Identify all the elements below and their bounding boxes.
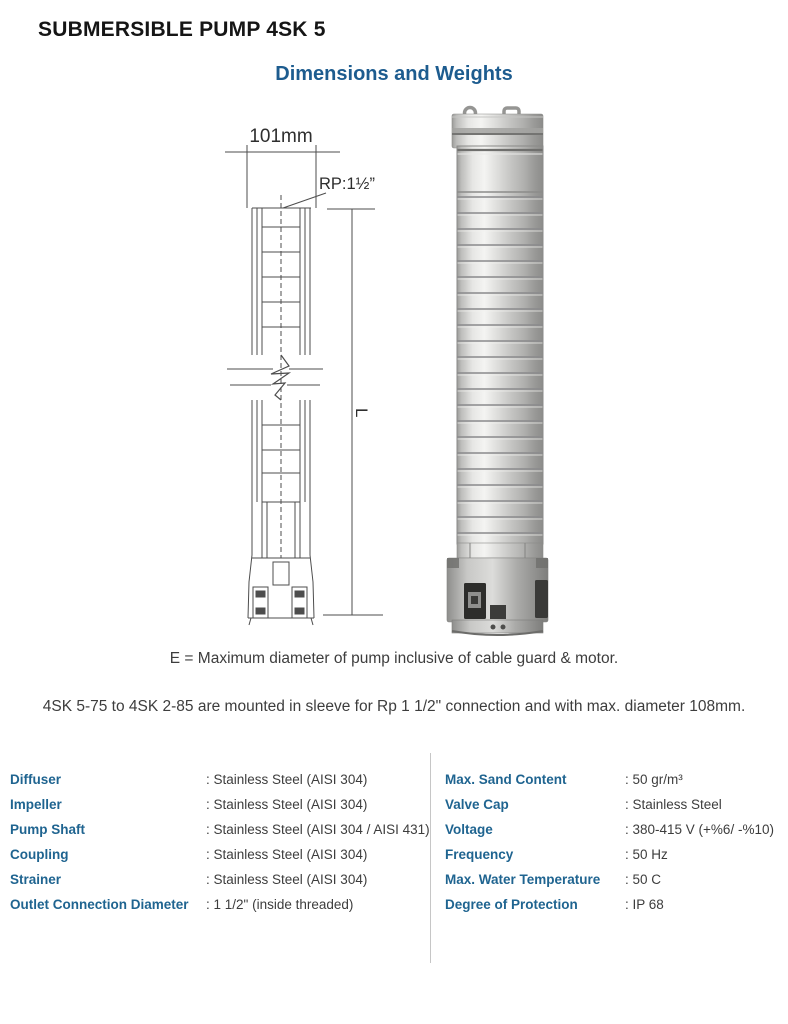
spec-label: Strainer — [10, 872, 62, 887]
spec-value: : 50 gr/m³ — [625, 772, 683, 787]
spec-label: Impeller — [10, 797, 62, 812]
spec-row-diffuser — [10, 767, 425, 792]
spec-label: Max. Sand Content — [445, 772, 567, 787]
spec-label: Valve Cap — [445, 797, 509, 812]
spec-label: Diffuser — [10, 772, 62, 787]
drawing-connection-label: RP:1½” — [319, 175, 375, 193]
spec-row-coupling — [10, 842, 425, 867]
section-heading: Dimensions and Weights — [275, 63, 513, 85]
spec-label: Voltage — [445, 822, 493, 837]
spec-value: : Stainless Steel (AISI 304) — [206, 847, 368, 862]
sleeve-note: 4SK 5-75 to 4SK 2-85 are mounted in sleeve for Rp 1 1/2" connection and with max. diameter 108mm. — [42, 698, 746, 715]
page-title: SUBMERSIBLE PUMP 4SK 5 — [38, 18, 326, 41]
drawing-length-label: L — [352, 408, 371, 418]
spec-row-valve-cap — [445, 792, 780, 817]
spec-label: Degree of Protection — [445, 897, 578, 912]
spec-value: : Stainless Steel (AISI 304 / AISI 431) — [206, 822, 430, 837]
spec-row-water-temperature — [445, 867, 780, 892]
spec-value: : Stainless Steel (AISI 304) — [206, 772, 368, 787]
spec-value: : 50 C — [625, 872, 662, 887]
spec-column-right — [445, 767, 780, 917]
spec-row-pump-shaft — [10, 817, 430, 842]
spec-row-voltage — [445, 817, 780, 842]
spec-label: Frequency — [445, 847, 514, 862]
spec-label: Coupling — [10, 847, 69, 862]
spec-value: : 1 1/2" (inside threaded) — [206, 897, 354, 912]
spec-column-divider — [430, 753, 431, 963]
spec-row-impeller — [10, 792, 425, 817]
diameter-note: E = Maximum diameter of pump inclusive of cable guard & motor. — [169, 650, 619, 667]
spec-label: Outlet Connection Diameter — [10, 897, 189, 912]
spec-label: Pump Shaft — [10, 822, 86, 837]
drawing-width-label: 101mm — [249, 126, 313, 147]
spec-value: : IP 68 — [625, 897, 664, 912]
pump-technical-drawing — [215, 112, 400, 640]
spec-row-strainer — [10, 867, 425, 892]
spec-row-outlet-connection — [10, 892, 425, 917]
pump-photo — [440, 100, 555, 640]
spec-value: : 50 Hz — [625, 847, 668, 862]
spec-row-sand-content — [445, 767, 780, 792]
spec-column-left — [10, 767, 430, 917]
spec-value: : Stainless Steel — [625, 797, 722, 812]
spec-row-frequency — [445, 842, 780, 867]
spec-value: : Stainless Steel (AISI 304) — [206, 872, 368, 887]
spec-value: : Stainless Steel (AISI 304) — [206, 797, 368, 812]
spec-label: Max. Water Temperature — [445, 872, 601, 887]
spec-row-protection-degree — [445, 892, 780, 917]
spec-value: : 380-415 V (+%6/ -%10) — [625, 822, 774, 837]
